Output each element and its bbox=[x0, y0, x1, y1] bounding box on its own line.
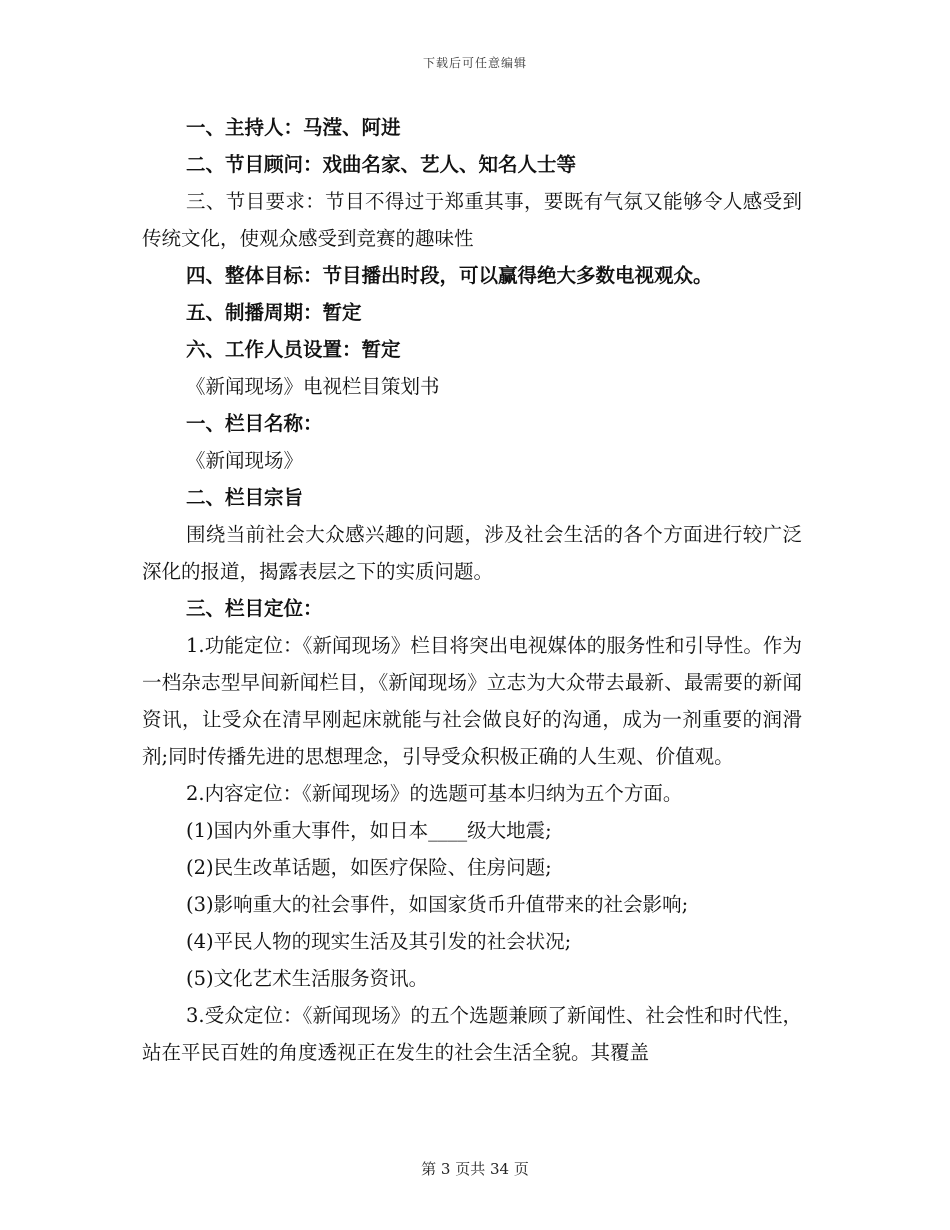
section-heading-positioning: 三、栏目定位： bbox=[186, 597, 323, 620]
list-item: (1)国内外重大事件，如日本____级大地震; bbox=[186, 819, 552, 842]
page-footer: 第 3 页共 34 页 bbox=[421, 1160, 529, 1178]
paragraph-purpose: 围绕当前社会大众感兴趣的问题，涉及社会生活的各个方面进行较广泛深化的报道，揭露表层之下的实质问题。 bbox=[142, 523, 802, 583]
page-header: 下载后可任意编辑 bbox=[422, 56, 527, 70]
paragraph-plan-title: 《新闻现场》电视栏目策划书 bbox=[186, 375, 440, 398]
list-item: (4)平民人物的现实生活及其引发的社会状况; bbox=[186, 930, 572, 953]
paragraph-cycle: 五、制播周期：暂定 bbox=[186, 301, 362, 324]
paragraph-host: 一、主持人：马滢、阿进 bbox=[186, 116, 401, 139]
paragraph-function-positioning: 1.功能定位：《新闻现场》栏目将突出电视媒体的服务性和引导性。作为一档杂志型早间新闻栏目，《新闻现场》立志为大众带去最新、最需要的新闻资讯，让受众在清早刚起床就能与社会做良好的沟通，成为一剂重要的润滑剂;同时传播先进的思想理念，引导受众积极正确的人生观、价值观。 bbox=[142, 634, 802, 768]
paragraph-requirements: 三、节目要求：节目不得过于郑重其事，要既有气氛又能够令人感受到传统文化，使观众感受到竞赛的趣味性 bbox=[142, 190, 802, 250]
paragraph-audience-positioning: 3.受众定位：《新闻现场》的五个选题兼顾了新闻性、社会性和时代性，站在平民百姓的角度透视正在发生的社会生活全貌。其覆盖 bbox=[142, 1004, 802, 1064]
paragraph-overall-goal: 四、整体目标：节目播出时段，可以赢得绝大多数电视观众。 bbox=[186, 264, 713, 287]
section-heading-name: 一、栏目名称： bbox=[186, 412, 323, 435]
list-item: (5)文化艺术生活服务资讯。 bbox=[186, 967, 429, 990]
document-body bbox=[142, 109, 802, 1071]
paragraph-program-name: 《新闻现场》 bbox=[186, 449, 304, 472]
list-item: (3)影响重大的社会事件，如国家货币升值带来的社会影响; bbox=[186, 893, 689, 916]
paragraph-advisor: 二、节目顾问：戏曲名家、艺人、知名人士等 bbox=[186, 153, 577, 176]
paragraph-content-positioning: 2.内容定位：《新闻现场》的选题可基本归纳为五个方面。 bbox=[186, 782, 683, 805]
paragraph-staff: 六、工作人员设置：暂定 bbox=[186, 338, 401, 361]
section-heading-purpose: 二、栏目宗旨 bbox=[186, 486, 304, 509]
list-item: (2)民生改革话题，如医疗保险、住房问题; bbox=[186, 856, 552, 879]
